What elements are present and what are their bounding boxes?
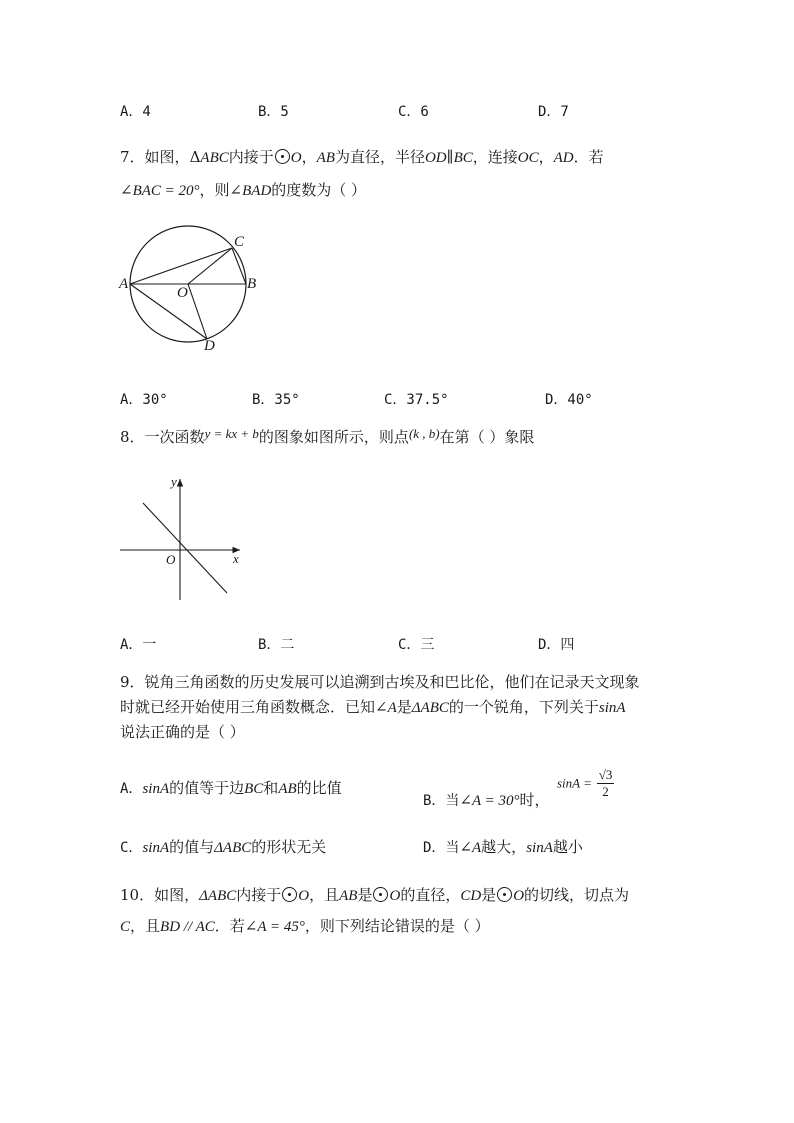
q6-option-b: B．5 [258, 104, 289, 120]
q7-label-a: A [119, 276, 129, 292]
q9-line3: 说法正确的是（ ） [120, 723, 245, 741]
q8-line1: 8．一次函数y = kx + b的图象如图所示，则点(k , b)在第（ ）象限 [120, 426, 535, 446]
q9-option-a: A．sinA的值等于边BC和AB的比值 [120, 779, 342, 797]
q10-line2: C，且BD // AC．若∠A = 45°，则下列结论错误的是（ ） [120, 917, 490, 935]
q7-option-a: A．30° [120, 392, 168, 408]
question-number: 10． [120, 886, 155, 904]
q8-label-y: y [171, 474, 177, 489]
circle-dot-symbol [373, 887, 388, 902]
q8-option-a: A．一 [120, 637, 157, 653]
q8-option-d: D．四 [538, 637, 575, 653]
q9-option-d: D．当∠A越大，sinA越小 [423, 838, 583, 856]
q7-line2: ∠BAC = 20°，则∠BAD的度数为（ ） [120, 181, 367, 199]
q6-option-c: C．6 [398, 104, 429, 120]
q7-option-b: B．35° [252, 392, 300, 408]
q10-line1: 10．如图，ΔABC内接于 O，且AB是 O的直径，CD是 O的切线，切点为 [120, 886, 630, 904]
circle-dot-symbol [275, 149, 290, 164]
q6-option-d: D．7 [538, 104, 569, 120]
q7-option-d: D．40° [545, 392, 593, 408]
question-number: 7． [120, 148, 145, 166]
question-number: 9． [120, 673, 145, 691]
q6-option-a: A．4 [120, 104, 151, 120]
circle-dot-symbol [282, 887, 297, 902]
q7-line1: 7．如图，ΔABC内接于 O，AB为直径，半径OD∥BC，连接OC，AD．若 [120, 148, 604, 166]
q9-option-b: B．当∠A = 30°时， [423, 791, 550, 809]
q9-option-c: C．sinA的值与ΔABC的形状无关 [120, 838, 327, 856]
circle-dot-symbol [497, 887, 512, 902]
q8-label-x: x [233, 551, 239, 566]
q9-option-b-formula: sinA = $\frac{√3}{2}$ [557, 767, 613, 799]
q7-label-c: C [234, 234, 245, 250]
q9-line1: 9．锐角三角函数的历史发展可以追溯到古埃及和巴比伦，他们在记录天文现象 [120, 673, 640, 691]
q8-graph-figure [115, 475, 250, 605]
q7-label-d: D [204, 338, 215, 354]
question-number: 8． [120, 428, 145, 446]
fraction: $\frac{√3}{2}$ [598, 767, 613, 799]
q8-label-o: O [166, 552, 176, 567]
q7-label-b: B [247, 276, 257, 292]
q9-line2: 时就已经开始使用三角函数概念．已知∠A是ΔABC的一个锐角，下列关于sinA [120, 698, 626, 716]
q7-label-o: O [177, 285, 188, 301]
q8-option-b: B．二 [258, 637, 295, 653]
q8-option-c: C．三 [398, 637, 435, 653]
q7-option-c: C．37.5° [384, 392, 449, 408]
